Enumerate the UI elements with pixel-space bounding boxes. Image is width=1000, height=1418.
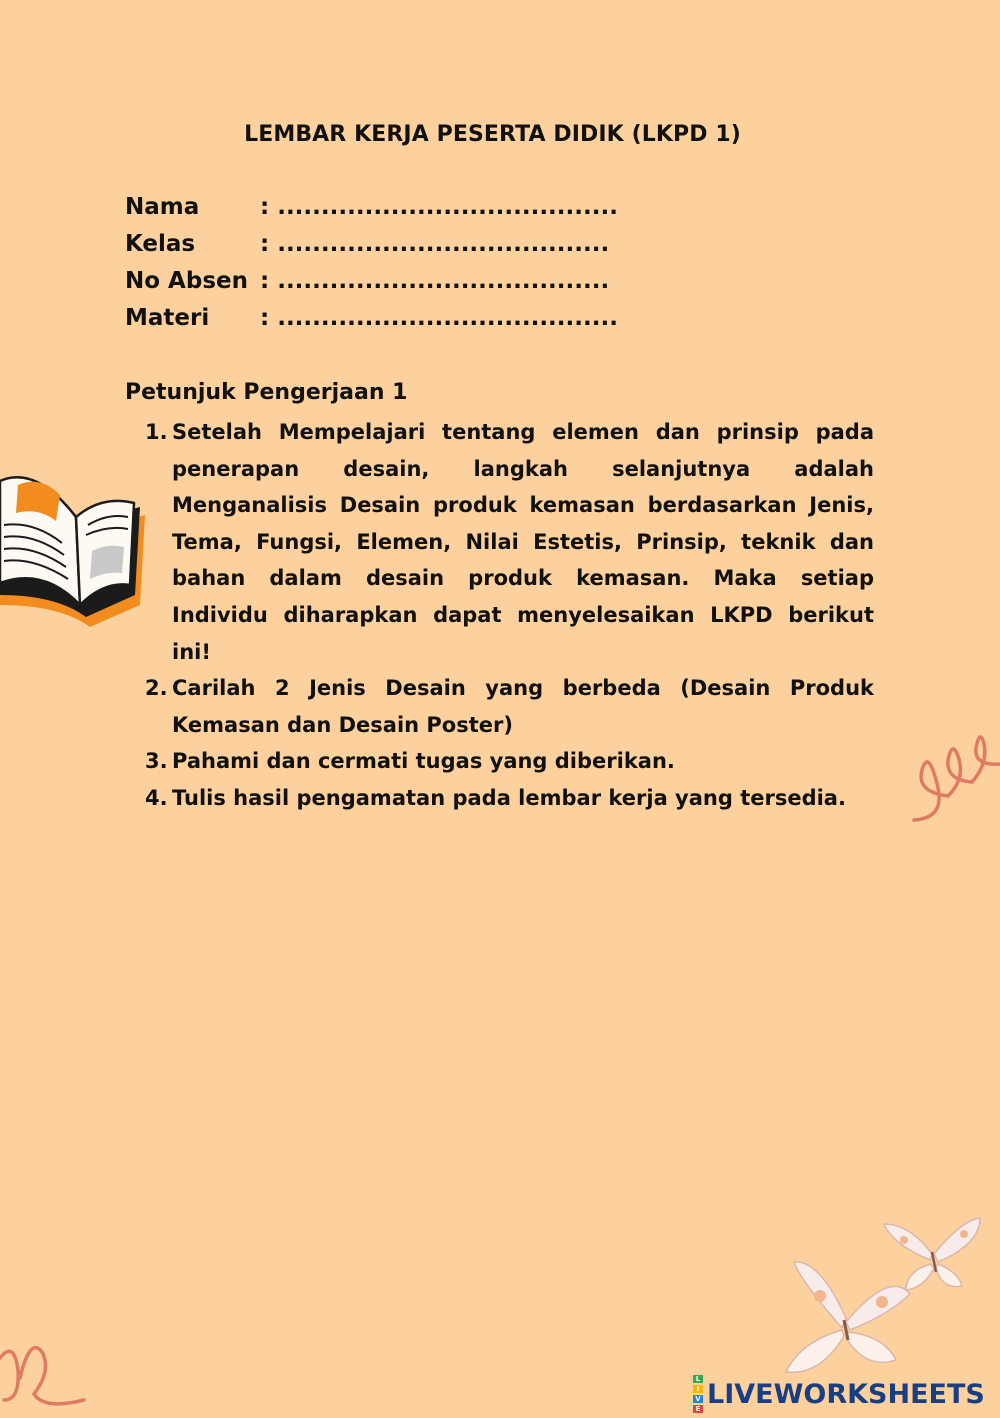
field-label: Materi (125, 305, 210, 331)
swirl-icon (0, 1330, 90, 1418)
field-row-kelas (125, 231, 618, 268)
open-book-icon (0, 455, 150, 644)
liveworksheets-logo (693, 1374, 985, 1414)
step-text: Carilah 2 Jenis Desain yang berbeda (Desain Produk Kemasan dan Desain Poster) (172, 676, 874, 737)
logo-letter: E (693, 1405, 703, 1413)
field-blank: : ....................................... (260, 194, 618, 220)
step-number: 1. (145, 420, 168, 444)
page-title: LEMBAR KERJA PESERTA DIDIK (LKPD 1) (244, 122, 741, 147)
field-row-no-absen (125, 268, 618, 305)
list-item (145, 743, 874, 780)
list-item (145, 780, 874, 817)
field-row-nama (125, 194, 618, 231)
step-text: Pahami dan cermati tugas yang diberikan. (172, 749, 675, 774)
student-info-fields (125, 194, 618, 342)
logo-letter: I (693, 1385, 703, 1393)
field-blank: : ....................................... (260, 305, 618, 331)
instruction-list (145, 414, 874, 817)
field-label: Kelas (125, 231, 196, 257)
instructions-heading: Petunjuk Pengerjaan 1 (125, 380, 408, 405)
field-blank: : ...................................... (260, 231, 610, 257)
step-number: 2. (145, 676, 168, 701)
brand-name: LIVEWORKSHEETS (707, 1378, 985, 1410)
step-text: Setelah Mempelajari tentang elemen dan prinsip pada penerapan desain, langkah selanjutnya adalah Menganalisis Desain produk kemasan berdasarkan Jenis, Tema, Fungsi, Elemen, Nilai Estetis, Prinsip, teknik dan bahan dalam desain produk kemasan. Maka setiap Individu diharapkan dapat menyelesaikan LKPD berikut ini! (172, 420, 874, 664)
field-blank: : ...................................... (260, 268, 610, 294)
list-item (145, 670, 874, 743)
butterfly-icon (780, 1210, 990, 1384)
field-label: No Absen (125, 268, 248, 294)
field-label: Nama (125, 194, 200, 220)
swirl-icon (908, 720, 1000, 834)
logo-letter: L (693, 1375, 703, 1383)
step-number: 4. (145, 785, 168, 810)
logo-letter: V (693, 1395, 703, 1403)
field-row-materi (125, 305, 618, 342)
brand-logo-mark (693, 1374, 703, 1414)
step-text: Tulis hasil pengamatan pada lembar kerja yang tersedia. (172, 785, 846, 810)
step-number: 3. (145, 749, 168, 774)
list-item (145, 414, 874, 670)
